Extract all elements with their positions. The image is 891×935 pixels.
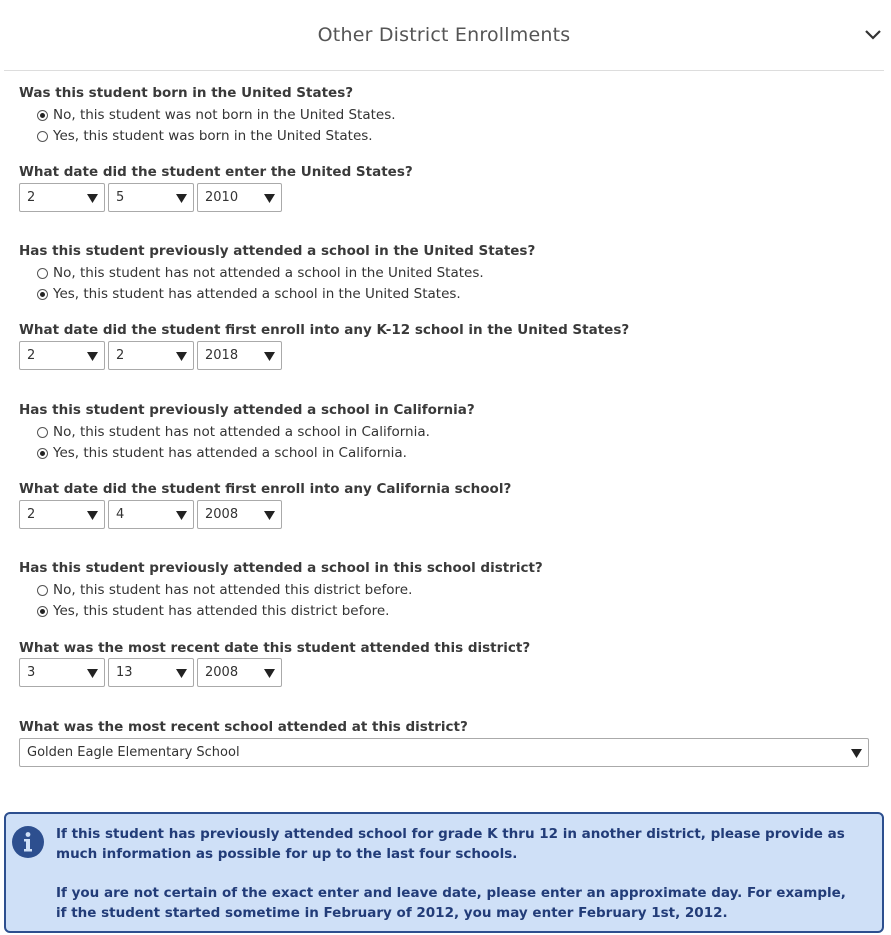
- select-value: 2: [27, 507, 36, 522]
- option-label: No, this student was not born in the United States.: [53, 107, 396, 123]
- radio-button[interactable]: [37, 268, 48, 279]
- born-us-yes-option[interactable]: [37, 127, 373, 145]
- select-value: 2008: [205, 507, 239, 522]
- attended-us-yes-option[interactable]: [37, 285, 461, 303]
- select-value: 2: [27, 348, 36, 363]
- enter-us-year-select[interactable]: [197, 183, 282, 212]
- dropdown-arrow-icon: [176, 511, 187, 520]
- recent-school-select[interactable]: [19, 738, 869, 767]
- info-message-box: [4, 812, 884, 933]
- first-us-date-question: What date did the student first enroll into any K-12 school in the United States?: [19, 322, 630, 338]
- dropdown-arrow-icon: [851, 749, 862, 758]
- born-us-question: Was this student born in the United States?: [19, 85, 354, 101]
- radio-button[interactable]: [37, 427, 48, 438]
- option-label: Yes, this student has attended a school in California.: [53, 445, 407, 461]
- radio-button[interactable]: [37, 110, 48, 121]
- born-us-no-option[interactable]: [37, 106, 396, 124]
- attended-ca-no-option[interactable]: [37, 423, 430, 441]
- radio-button[interactable]: [37, 289, 48, 300]
- dropdown-arrow-icon: [87, 352, 98, 361]
- attended-us-question: Has this student previously attended a school in the United States?: [19, 243, 536, 259]
- info-icon: [12, 826, 44, 858]
- option-label: No, this student has not attended a school in the United States.: [53, 265, 484, 281]
- select-value: 5: [116, 190, 125, 205]
- option-label: No, this student has not attended a school in California.: [53, 424, 430, 440]
- section-header[interactable]: [4, 0, 884, 71]
- first-ca-month-select[interactable]: [19, 500, 105, 529]
- option-label: No, this student has not attended this district before.: [53, 582, 413, 598]
- first-us-year-select[interactable]: [197, 341, 282, 370]
- dropdown-arrow-icon: [264, 669, 275, 678]
- dropdown-arrow-icon: [87, 511, 98, 520]
- dropdown-arrow-icon: [176, 669, 187, 678]
- select-value: Golden Eagle Elementary School: [27, 745, 240, 760]
- radio-button[interactable]: [37, 585, 48, 596]
- option-label: Yes, this student has attended a school in the United States.: [53, 286, 461, 302]
- attended-ca-question: Has this student previously attended a school in California?: [19, 402, 475, 418]
- dropdown-arrow-icon: [87, 194, 98, 203]
- select-value: 2018: [205, 348, 239, 363]
- recent-district-date-question: What was the most recent date this student attended this district?: [19, 640, 531, 656]
- select-value: 2: [27, 190, 36, 205]
- select-value: 2008: [205, 665, 239, 680]
- attended-us-no-option[interactable]: [37, 264, 484, 282]
- option-label: Yes, this student has attended this district before.: [53, 603, 390, 619]
- radio-button[interactable]: [37, 448, 48, 459]
- dropdown-arrow-icon: [264, 511, 275, 520]
- recent-school-question: What was the most recent school attended at this district?: [19, 719, 468, 735]
- dropdown-arrow-icon: [264, 352, 275, 361]
- enter-us-date-question: What date did the student enter the United States?: [19, 164, 413, 180]
- recent-district-year-select[interactable]: [197, 658, 282, 687]
- dropdown-arrow-icon: [176, 352, 187, 361]
- option-label: Yes, this student was born in the United States.: [53, 128, 373, 144]
- chevron-down-icon[interactable]: [864, 28, 882, 42]
- enter-us-day-select[interactable]: [108, 183, 194, 212]
- select-value: 2: [116, 348, 125, 363]
- info-paragraph-2: If you are not certain of the exact enter and leave date, please enter an approximate day. For example, if the student started sometime in February of 2012, you may enter February 1st, 2012.: [56, 885, 846, 921]
- select-value: 2010: [205, 190, 239, 205]
- recent-district-month-select[interactable]: [19, 658, 105, 687]
- first-us-month-select[interactable]: [19, 341, 105, 370]
- info-paragraph-1: If this student has previously attended school for grade K thru 12 in another district, please provide as much information as possible for up to the last four schools.: [56, 826, 845, 862]
- dropdown-arrow-icon: [176, 194, 187, 203]
- first-ca-date-question: What date did the student first enroll into any California school?: [19, 481, 512, 497]
- first-ca-day-select[interactable]: [108, 500, 194, 529]
- first-ca-year-select[interactable]: [197, 500, 282, 529]
- dropdown-arrow-icon: [264, 194, 275, 203]
- select-value: 4: [116, 507, 125, 522]
- first-us-day-select[interactable]: [108, 341, 194, 370]
- section-title: Other District Enrollments: [317, 24, 571, 46]
- attended-district-yes-option[interactable]: [37, 602, 389, 620]
- radio-button[interactable]: [37, 606, 48, 617]
- attended-ca-yes-option[interactable]: [37, 444, 407, 462]
- radio-button[interactable]: [37, 131, 48, 142]
- attended-district-no-option[interactable]: [37, 581, 412, 599]
- attended-district-question: Has this student previously attended a school in this school district?: [19, 560, 543, 576]
- select-value: 13: [116, 665, 133, 680]
- dropdown-arrow-icon: [87, 669, 98, 678]
- enter-us-month-select[interactable]: [19, 183, 105, 212]
- recent-district-day-select[interactable]: [108, 658, 194, 687]
- select-value: 3: [27, 665, 36, 680]
